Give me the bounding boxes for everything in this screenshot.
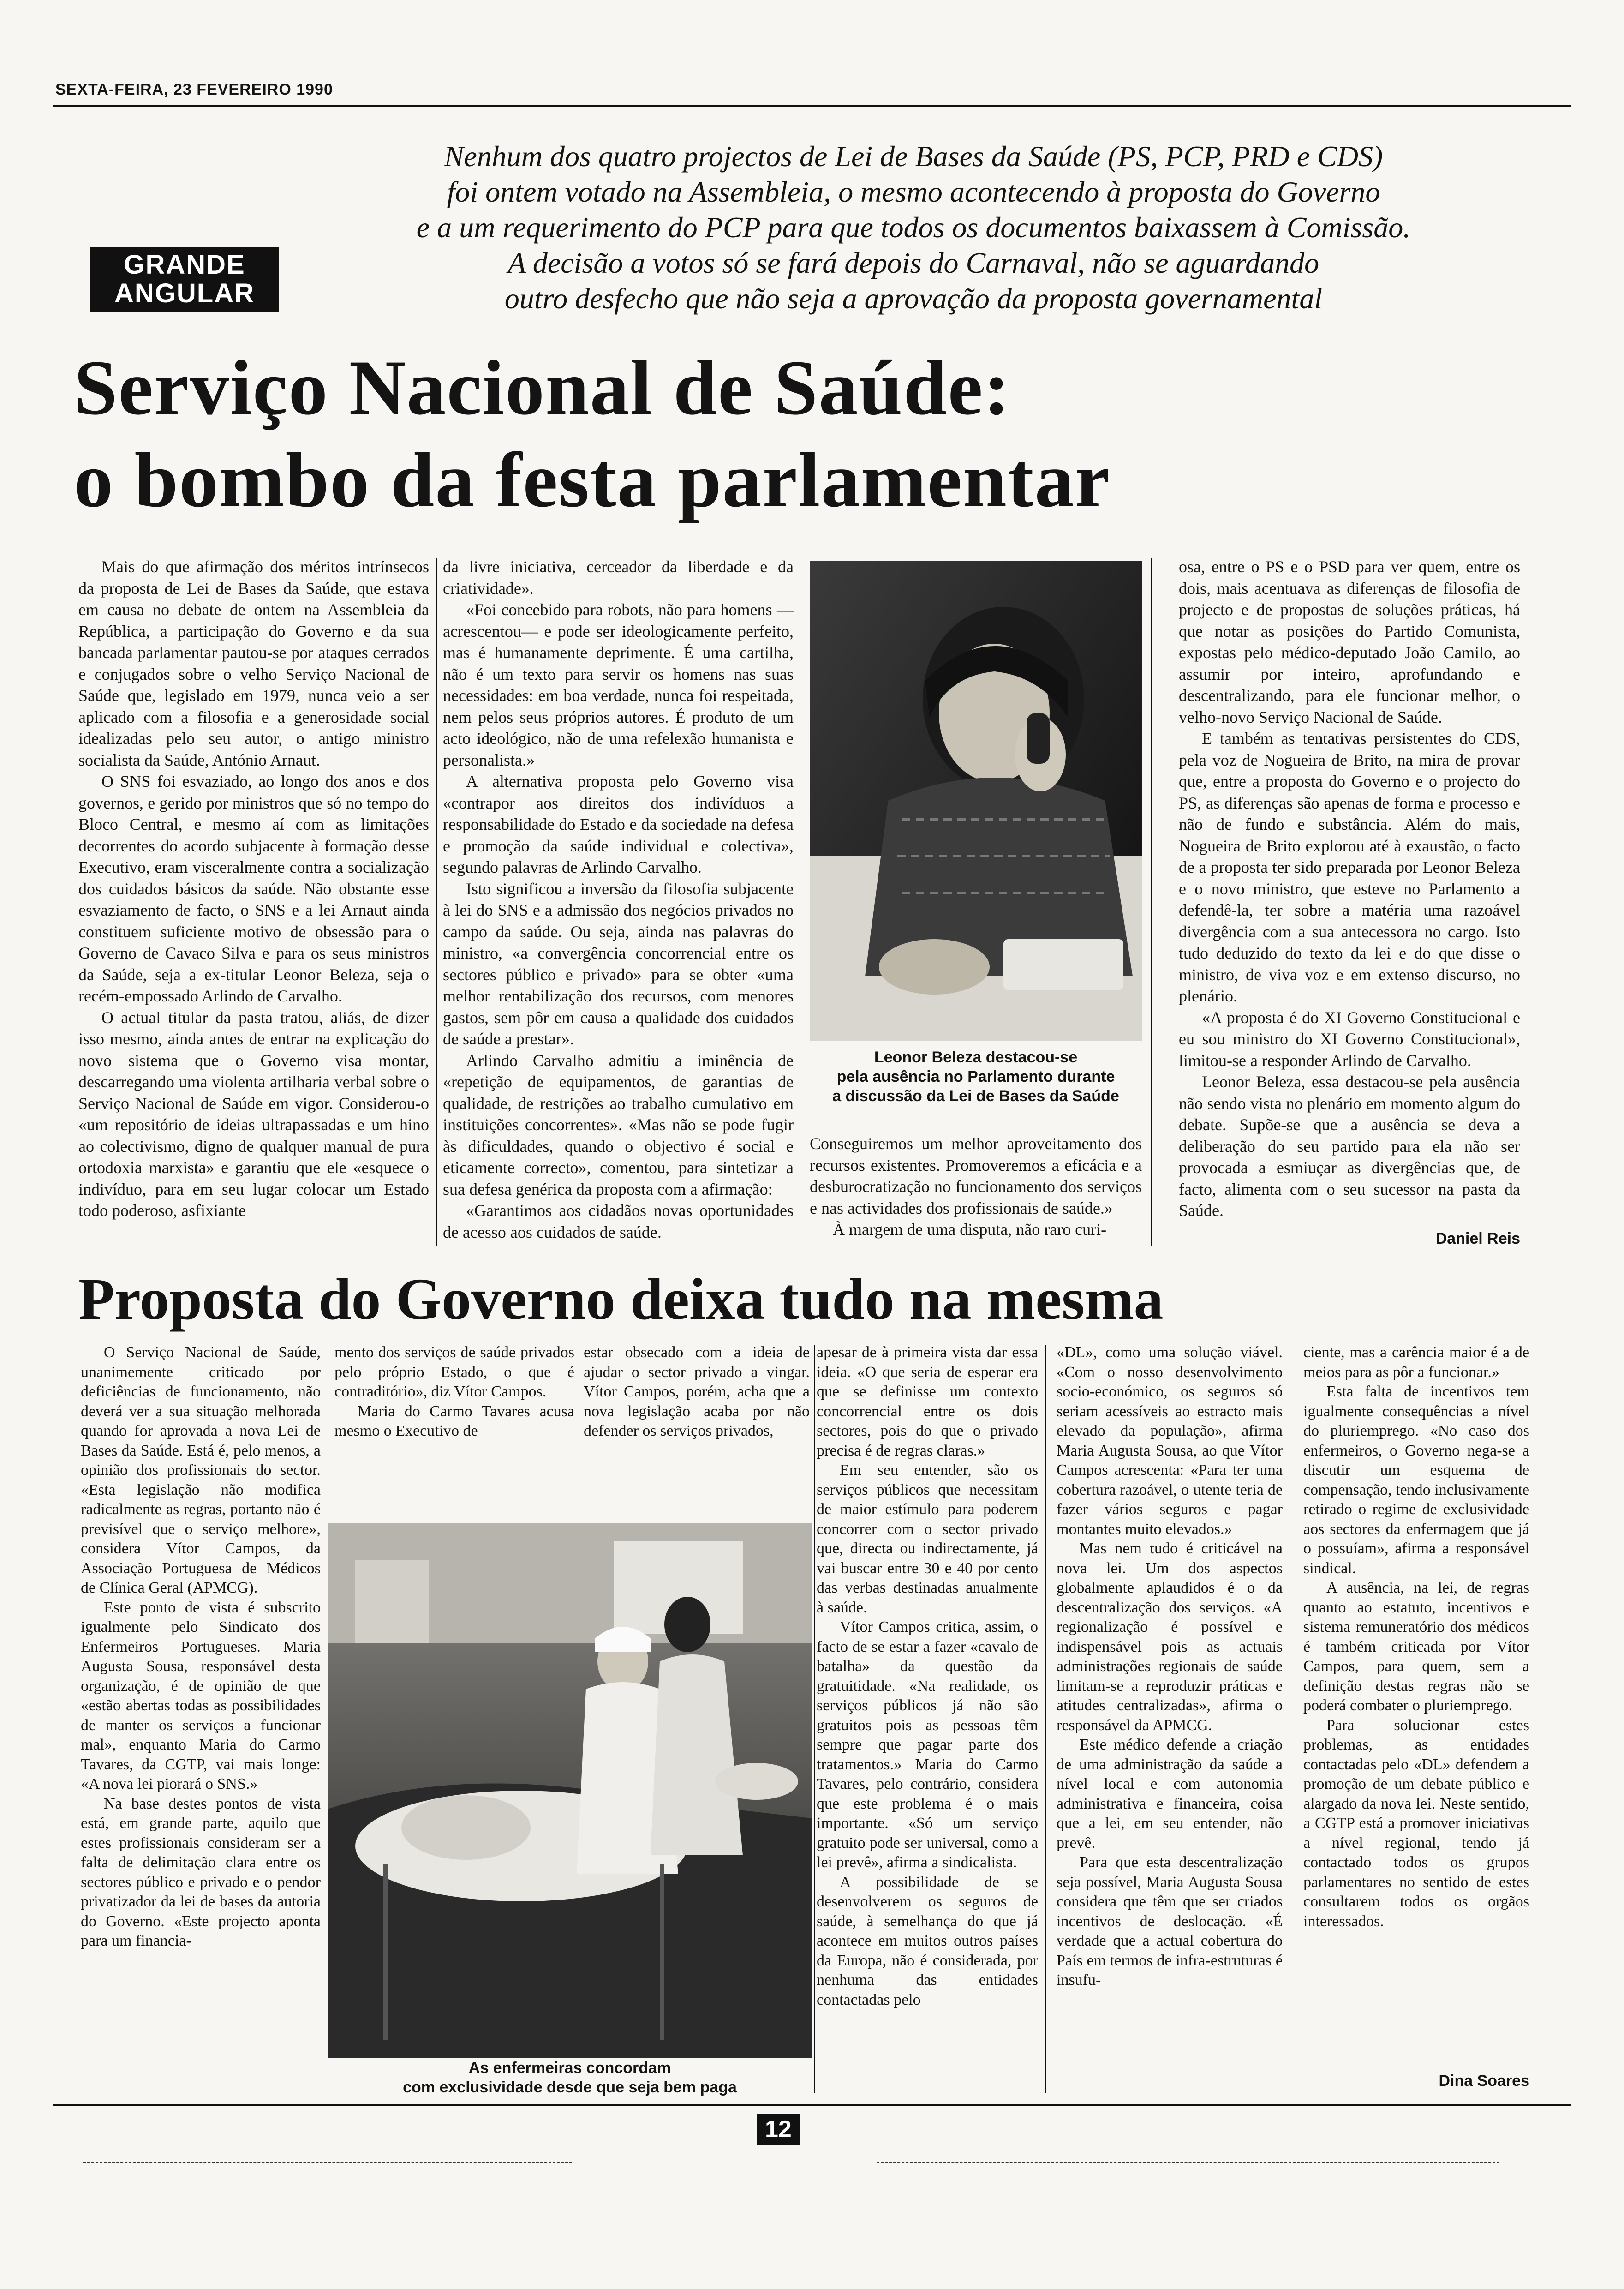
article1-column-1 xyxy=(78,556,429,1222)
footer-rule xyxy=(53,2104,1571,2106)
standfirst-line: A decisão a votos só se fará depois do Carnaval, não se aguardando xyxy=(508,246,1320,279)
column-rule xyxy=(436,558,437,1246)
photo-image xyxy=(810,561,1142,1041)
paragraph: Em seu entender, são os serviços públicos que necessitam de maior estímulo para poderem concorrer com o sector privado que, directa ou indirectamente, já vai buscar entre 30 e 40 por cento das verbas destinadas anualmente à saúde. xyxy=(817,1462,1038,1616)
paragraph: O actual titular da pasta tratou, aliás, de dizer isso mesmo, ainda antes de entrar na explicação do novo sistema que o Governo visa montar, descarregando uma violenta artilharia verbal sobre o Serviço Nacional de Saúde em vigor. Considerou-o «um repositório de ideias ultrapassadas e um hino ao colectivismo, digno de qualquer manual de pura ortodoxia marxista» e garantiu que ele «esquece o indivíduo, para em seu lugar colocar um Estado todo poderoso, asfixiante xyxy=(78,1008,429,1220)
column-rule xyxy=(1151,558,1152,1246)
paragraph: Mas nem tudo é criticável na nova lei. Um dos aspectos globalmente aplaudidos é o da descentralização dos serviços. «A regionalização é possível e indispensável pois as actuais administrações regionais de saúde limitam-se a reproduzir práticas e atitudes centralizadas», afirma o responsável da APMCG. xyxy=(1057,1540,1283,1734)
cut-line xyxy=(83,2162,572,2163)
headline-line-2: o bombo da festa parlamentar xyxy=(74,437,1111,523)
cut-line xyxy=(877,2162,1499,2163)
byline-1: Daniel Reis xyxy=(1435,1230,1520,1247)
section-tag-line-2: ANGULAR xyxy=(114,278,255,308)
paragraph: estar obsecado com a ideia de ajudar o sector privado a vingar. Vítor Campos, porém, acha que a nova legislação acaba por não defender os serviços privados, xyxy=(584,1344,810,1439)
article2-column-3 xyxy=(584,1343,810,1441)
article2-column-2 xyxy=(334,1343,574,1441)
byline-2: Dina Soares xyxy=(1439,2072,1529,2090)
paragraph: Conseguiremos um melhor aproveitamento dos recursos existentes. Promoveremos a eficácia e a desburocratização no funcionamento dos serviços e nas actividades dos profissionais de saúde.» xyxy=(810,1134,1142,1217)
paragraph: Este médico defende a criação de uma administração da saúde a nível local e com autonomia administrativa e financeira, coisa que a lei, em seu entender, não prevê. xyxy=(1057,1736,1283,1852)
standfirst xyxy=(323,138,1504,316)
standfirst-line: e a um requerimento do PCP para que todos os documentos baixassem à Comissão. xyxy=(416,211,1411,244)
paragraph: mento dos serviços de saúde privados pelo próprio Estado, o que é contraditório», diz Vítor Campos. xyxy=(334,1344,574,1400)
paragraph: Isto significou a inversão da filosofia subjacente à lei do SNS e a admissão dos negócios privados no campo da saúde. Ou seja, ainda nas palavras do ministro, «a convergência concorrencial entre os sectores público e privado» para se obter «uma melhor rentabilização dos recursos, com menores gastos, sem pôr em causa a qualidade dos cuidados de saúde a prestar». xyxy=(443,879,794,1048)
paragraph: O Serviço Nacional de Saúde, unanimemente criticado por deficiências de funcionamento, não deverá ver a sua situação melhorada quando for aprovada a nova Lei de Bases da Saúde. Está é, pelo menos, a opinião dos profissionais do sector. «Esta legislação não modifica radicalmente as regras, portanto não é previsível que o serviço melhore», considera Vítor Campos, da Associação Portuguesa de Médicos de Clínica Geral (APMCG). xyxy=(81,1344,321,1596)
section-tag-line-1: GRANDE xyxy=(124,250,245,280)
main-headline xyxy=(74,342,1504,526)
caption-line: As enfermeiras concordam xyxy=(468,2059,671,2077)
paragraph: Para que esta descentralização seja possível, Maria Augusta Sousa considera que têm que ser criados incentivos de deslocação. «É verdade que a actual cobertura do País em termos de infra-estruturas é insufu- xyxy=(1057,1854,1283,1989)
paragraph: A alternativa proposta pelo Governo visa «contrapor aos direitos dos indivíduos a responsabilidade do Estado e da sociedade na defesa e promoção da saúde individual e colectiva», segundo palavras de Arlindo Carvalho. xyxy=(443,772,794,876)
paragraph: Mais do que afirmação dos méritos intrínsecos da proposta de Lei de Bases da Saúde, que estava em causa no debate de ontem na Assembleia da República, a participação do Governo e da sua bancada parlamentar pautou-se por ataques cerrados e conjugados sobre o velho Serviço Nacional de Saúde que, legislado em 1979, nunca veio a ser aplicado com a filosofia e a generosidade social idealizadas pelo seu autor, o antigo ministro socialista da Saúde, António Arnaut. xyxy=(78,557,429,769)
paragraph: osa, entre o PS e o PSD para ver quem, entre os dois, mais acentuava as diferenças de filosofia de projecto e de propostas de soluções práticas, há que notar as posições do Partido Comunista, expostas pelo médico-deputado João Camilo, ao assumir por inteiro, aprofundando e descentralizando, para ele funcionar melhor, o velho-novo Serviço Nacional de Saúde. xyxy=(1179,557,1520,726)
caption-line: a discussão da Lei de Bases da Saúde xyxy=(832,1087,1119,1105)
section-tag xyxy=(90,247,279,312)
column-rule xyxy=(814,1345,815,2093)
paragraph: Esta falta de incentivos tem igualmente consequências a nível do pluriemprego. «No caso dos enfermeiros, o Governo nega-se a discutir um esquema de compensação, tendo inclusivamente retirado o regime de exclusividade aos sectores da enfermagem que já o possuíam», afirma a responsável sindical. xyxy=(1303,1383,1529,1577)
standfirst-line: foi ontem votado na Assembleia, o mesmo acontecendo à proposta do Governo xyxy=(447,175,1380,208)
standfirst-line: Nenhum dos quatro projectos de Lei de Bases da Saúde (PS, PCP, PRD e CDS) xyxy=(444,140,1383,173)
paragraph: Este ponto de vista é subscrito igualmente pelo Sindicato dos Enfermeiros Portugueses. Maria Augusta Sousa, responsável desta organização, é de opinião de que «estão abertas todas as possibilidades de manter os serviços a funcionar mal», enquanto Maria do Carmo Tavares, da CGTP, vai mais longe: «A nova lei piorará o SNS.» xyxy=(81,1599,321,1792)
paragraph: Na base destes pontos de vista está, em grande parte, aquilo que estes profissionais consideram ser a falta de delimitação clara entre os sectores público e privado e o pendor privatizador da lei de bases da autoria do Governo. «Este projecto aponta para um financia- xyxy=(81,1795,321,1949)
paragraph: O SNS foi esvaziado, ao longo dos anos e dos governos, e gerido por ministros que só no tempo do Bloco Central, e mesmo aí com as limitações decorrentes do acordo subjacente à formação desse Executivo, eram visceralmente contra a socialização dos cuidados básicos da saúde. Não obstante esse esvaziamento de facto, o SNS e a lei Arnaut ainda constituem suficiente motivo de obsessão para o Governo de Cavaco Silva e para os seus ministros da Saúde, seja a ex-titular Leonor Beleza, seja o recém-empossado Arlindo de Carvalho. xyxy=(78,772,429,1005)
paragraph: «Foi concebido para robots, não para homens —acrescentou— e pode ser ideologicamente perfeito, mas é humanamente deprimente. É uma cartilha, não é um texto para servir os homens nas suas necessidades: em boa verdade, nunca foi respeitada, nem pelos seus próprios autores. É produto de um acto ideológico, não de uma refelexão humanista e personalista.» xyxy=(443,600,794,769)
article1-column-3 xyxy=(810,1133,1142,1240)
paragraph: Arlindo Carvalho admitiu a iminência de «repetição de equipamentos, de garantias de qualidade, de restrições ao trabalho cumulativo em instituições concorrentes». «Mas não se pode fugir às dificuldades, quando o objectivo é social e eticamente correcto», comentou, para sintetizar a sua defesa genérica da proposta com a afirmação: xyxy=(443,1051,794,1198)
paragraph: A ausência, na lei, de regras quanto ao estatuto, incentivos e sistema remuneratório dos médicos é também criticada por Vítor Campos, para quem, sem a definição destas regras não se poderá combater o pluriemprego. xyxy=(1303,1579,1529,1714)
column-rule xyxy=(1045,1345,1046,2093)
article1-column-2 xyxy=(443,556,794,1243)
photo-caption-2 xyxy=(351,2058,789,2097)
paragraph: apesar de à primeira vista dar essa ideia. «O que seria de esperar era que se definisse um contexto concorrencial entre os dois sectores, pois do que o privado precisa é de regras claras.» xyxy=(817,1344,1038,1459)
photo-image xyxy=(328,1523,812,2058)
dateline: SEXTA-FEIRA, 23 FEVEREIRO 1990 xyxy=(55,81,333,98)
caption-line: Leonor Beleza destacou-se xyxy=(874,1049,1078,1066)
paragraph: «A proposta é do XI Governo Constitucional e eu sou ministro do XI Governo Constitucional», limitou-se a responder Arlindo de Carvalho. xyxy=(1179,1008,1520,1070)
paragraph: E também as tentativas persistentes do CDS, pela voz de Nogueira de Brito, na mira de provar que, entre a proposta do Governo e o projecto do PS, as diferenças são apenas de forma e processo e não de fundo e substância. Além do mais, Nogueira de Brito explorou até à exaustão, o facto de a proposta ter sido preparada por Leonor Beleza e o novo ministro, que esteve no Parlamento a defendê-la, ter sobre a matéria uma razoável divergência com a sua antecessora no cargo. Isto tudo deduzido do texto da lei e do que disse o ministro, de viva voz e em extenso discurso, no plenário. xyxy=(1179,729,1520,1005)
paragraph: «DL», como uma solução viável. «Com o nosso desenvolvimento socio-económico, os seguros só seriam acessíveis ao estracto mais elevado da população», afirma Maria Augusta Sousa, ao que Vítor Campos acrescenta: «Para ter uma cobertura razoável, o utente teria de fazer vários seguros e pagar montantes muito elevados.» xyxy=(1057,1344,1283,1538)
photo-leonor-beleza xyxy=(810,561,1142,1041)
caption-line: pela ausência no Parlamento durante xyxy=(836,1068,1115,1085)
paragraph: «Garantimos aos cidadãos novas oportunidades de acesso aos cuidados de saúde. xyxy=(443,1201,794,1241)
paragraph: A possibilidade de se desenvolverem os seguros de saúde, à semelhança do que já acontece em muitos outros países da Europa, não é considerada, por nenhuma das entidades contactadas pelo xyxy=(817,1873,1038,2008)
paragraph: À margem de uma disputa, não raro curi- xyxy=(833,1220,1107,1239)
standfirst-line: outro desfecho que não seja a aprovação da proposta governamental xyxy=(504,282,1323,315)
article1-column-4 xyxy=(1179,556,1520,1222)
top-rule xyxy=(53,105,1571,107)
paragraph: Leonor Beleza, essa destacou-se pela ausência não sendo vista no plenário em momento algum do debate. Supõe-se que a ausência se deva a deliberação do seu partido para ela não ser provocada a esmiuçar as divergências que, de facto, alimenta com o seu sucessor na pasta da Saúde. xyxy=(1179,1073,1520,1220)
paragraph: da livre iniciativa, cerceador da liberdade e da criatividade». xyxy=(443,557,794,598)
headline-line-1: Serviço Nacional de Saúde: xyxy=(74,344,1011,431)
paragraph: ciente, mas a carência maior é a de meios para as pôr a funcionar.» xyxy=(1303,1344,1529,1381)
photo-caption-1 xyxy=(805,1048,1146,1106)
article2-column-1 xyxy=(81,1343,321,1951)
paragraph: Maria do Carmo Tavares acusa mesmo o Executivo de xyxy=(334,1402,574,1439)
photo-nurses xyxy=(328,1523,812,2058)
article2-column-4 xyxy=(817,1343,1038,2010)
article2-column-5 xyxy=(1057,1343,1283,1990)
page-number: 12 xyxy=(757,2114,800,2145)
secondary-headline: Proposta do Governo deixa tudo na mesma xyxy=(78,1266,1164,1332)
article2-column-6 xyxy=(1303,1343,1529,1931)
paragraph: Vítor Campos critica, assim, o facto de se estar a fazer «cavalo de batalha» da questão da gratuitidade. «Na realidade, os serviços públicos já não são gratuitos pois as pessoas têm sempre que pagar parte dos tratamentos.» Maria do Carmo Tavares, pelo contrário, considera que este problema é o mais importante. «Só um serviço gratuito pode ser universal, como a lei prevê», afirma a sindicalista. xyxy=(817,1618,1038,1871)
caption-line: com exclusividade desde que seja bem paga xyxy=(403,2079,737,2096)
paragraph: Para solucionar estes problemas, as entidades contactadas pelo «DL» defendem a promoção de um debate público e alargado da nova lei. Neste sentido, a CGTP está a promover iniciativas a nível regional, tendo já contactado todos os grupos parlamentares no sentido de estes consultarem todos os orgãos interessados. xyxy=(1303,1716,1529,1930)
